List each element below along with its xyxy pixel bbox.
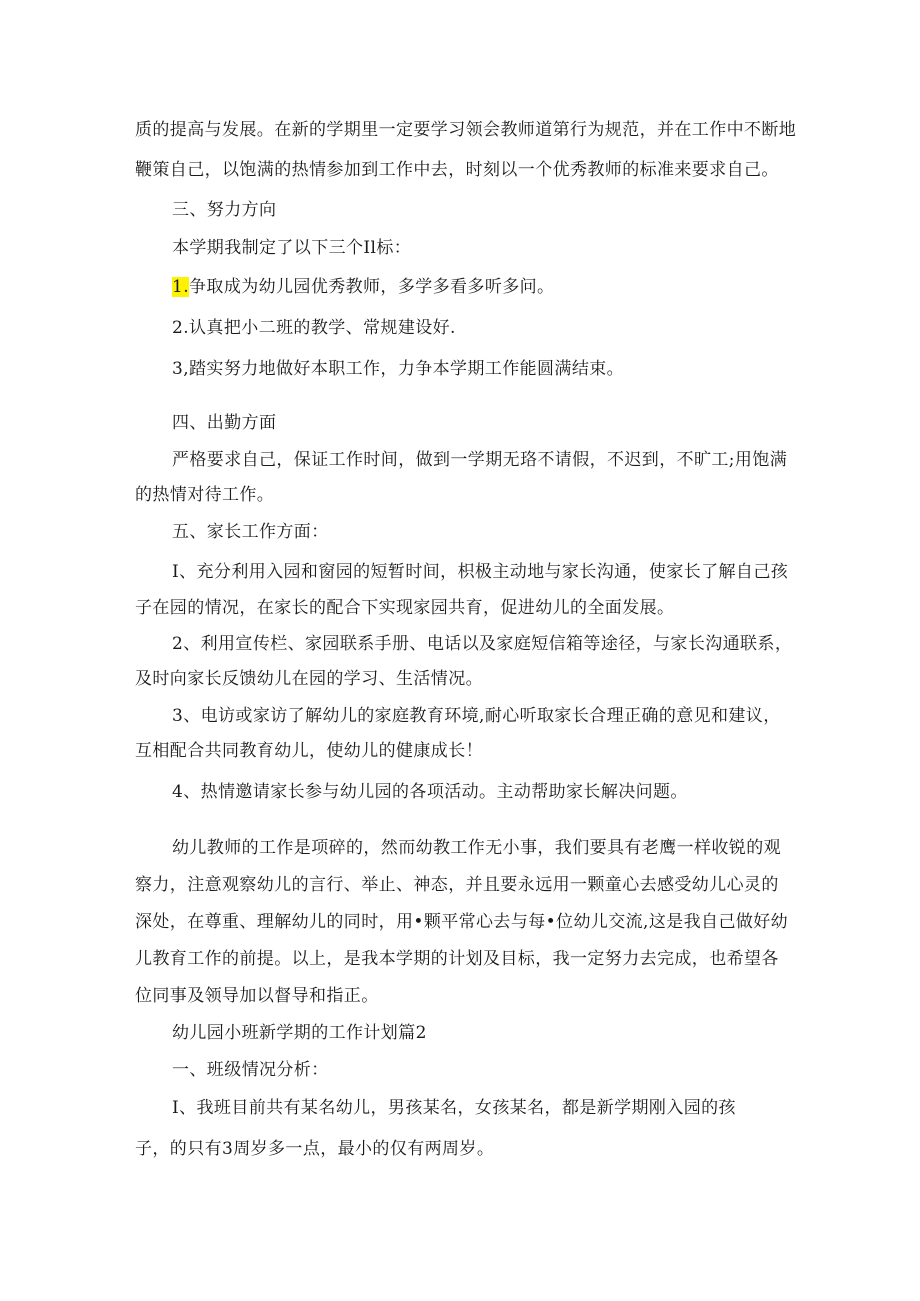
section-heading: 四、出勤方面 xyxy=(172,413,277,433)
paragraph-line: 2、利用宣传栏、家园联系手册、电话以及家庭短信箱等途径，与家长沟通联系， xyxy=(172,634,793,654)
list-item-text: 争取成为幼儿园优秀教师，多学多看多听多问。 xyxy=(189,277,555,297)
paragraph-line: I、充分利用入园和窗园的短暂时间，枳极主动地与家长沟通，使家长了解自己孩 xyxy=(172,562,789,582)
paragraph-line: 子，的只有3周岁多一点，最小的仅有两周岁。 xyxy=(135,1139,495,1159)
paragraph-line: 4、热情邀请家长参与幼儿园的各项活动。主动帮助家长解决问题。 xyxy=(172,782,688,802)
section-heading: 三、努力方向 xyxy=(172,200,277,220)
paragraph-line: 3、电访或家访了解幼儿的家庭教育环境,耐心听取家长合理正确的意见和建议， xyxy=(172,706,781,726)
section-heading: 一、班级情况分析： xyxy=(172,1060,329,1080)
paragraph-line: 质的提高与发展。在新的学期里一定要学习领会教师道第行为规范，并在工作中不断地 xyxy=(135,120,797,140)
paragraph-line: 位同事及领导加以督导和指正。 xyxy=(135,986,379,1006)
paragraph-line: 深处，在尊重、理解幼儿的同时，用•颗平常心去与每•位幼儿交流,这是我自己做好幼 xyxy=(135,912,789,932)
list-item xyxy=(172,275,554,299)
paragraph-line: 本学期我制定了以下三个Il标： xyxy=(172,238,412,258)
paragraph-line: 幼儿教师的工作是项碎的，然而幼教工作无小事，我们要具有老鹰一样收锐的观 xyxy=(172,838,781,858)
paragraph-line: 鞭策自己，以饱满的热情参加到工作中去，时刻以一个优秀教师的标准来要求自己。 xyxy=(135,160,779,180)
paragraph-line: 子在园的情况，在家长的配合下实现家园共育，促进幼儿的全面发展。 xyxy=(135,598,675,618)
list-item: 2.认真把小二班的教学、常规建设好. xyxy=(172,318,456,338)
highlighted-number: 1. xyxy=(172,277,190,297)
paragraph-line: 察力，注意观察幼儿的言行、举止、神态，并且要永远用一颗童心去感受幼儿心灵的 xyxy=(135,875,779,895)
paragraph-line: 及时向家长反馈幼儿在园的学习、生活情况。 xyxy=(135,669,483,689)
paragraph-line: 的热情对待工作。 xyxy=(135,485,275,505)
section-heading: 五、家长工作方面： xyxy=(172,522,329,542)
article-title: 幼儿园小班新学期的工作计划篇2 xyxy=(172,1023,427,1043)
list-item: 3,踏实努力地做好本职工作，力争本学期工作能圆满结束。 xyxy=(172,359,625,379)
paragraph-line: 严格要求自己，保证工作时间，做到一学期无珞不请假，不迟到，不旷工;用饱满 xyxy=(172,450,788,470)
paragraph-line: I、我班目前共有某名幼儿，男孩某名，女孩某名，都是新学期刚入园的孩 xyxy=(172,1098,736,1118)
paragraph-line: 互相配合共同教育幼儿，使幼儿的健康成长！ xyxy=(135,741,483,761)
paragraph-line: 儿教育工作的前提。以上，是我本学期的计划及目标，我一定努力去完成，也希望各 xyxy=(135,949,779,969)
